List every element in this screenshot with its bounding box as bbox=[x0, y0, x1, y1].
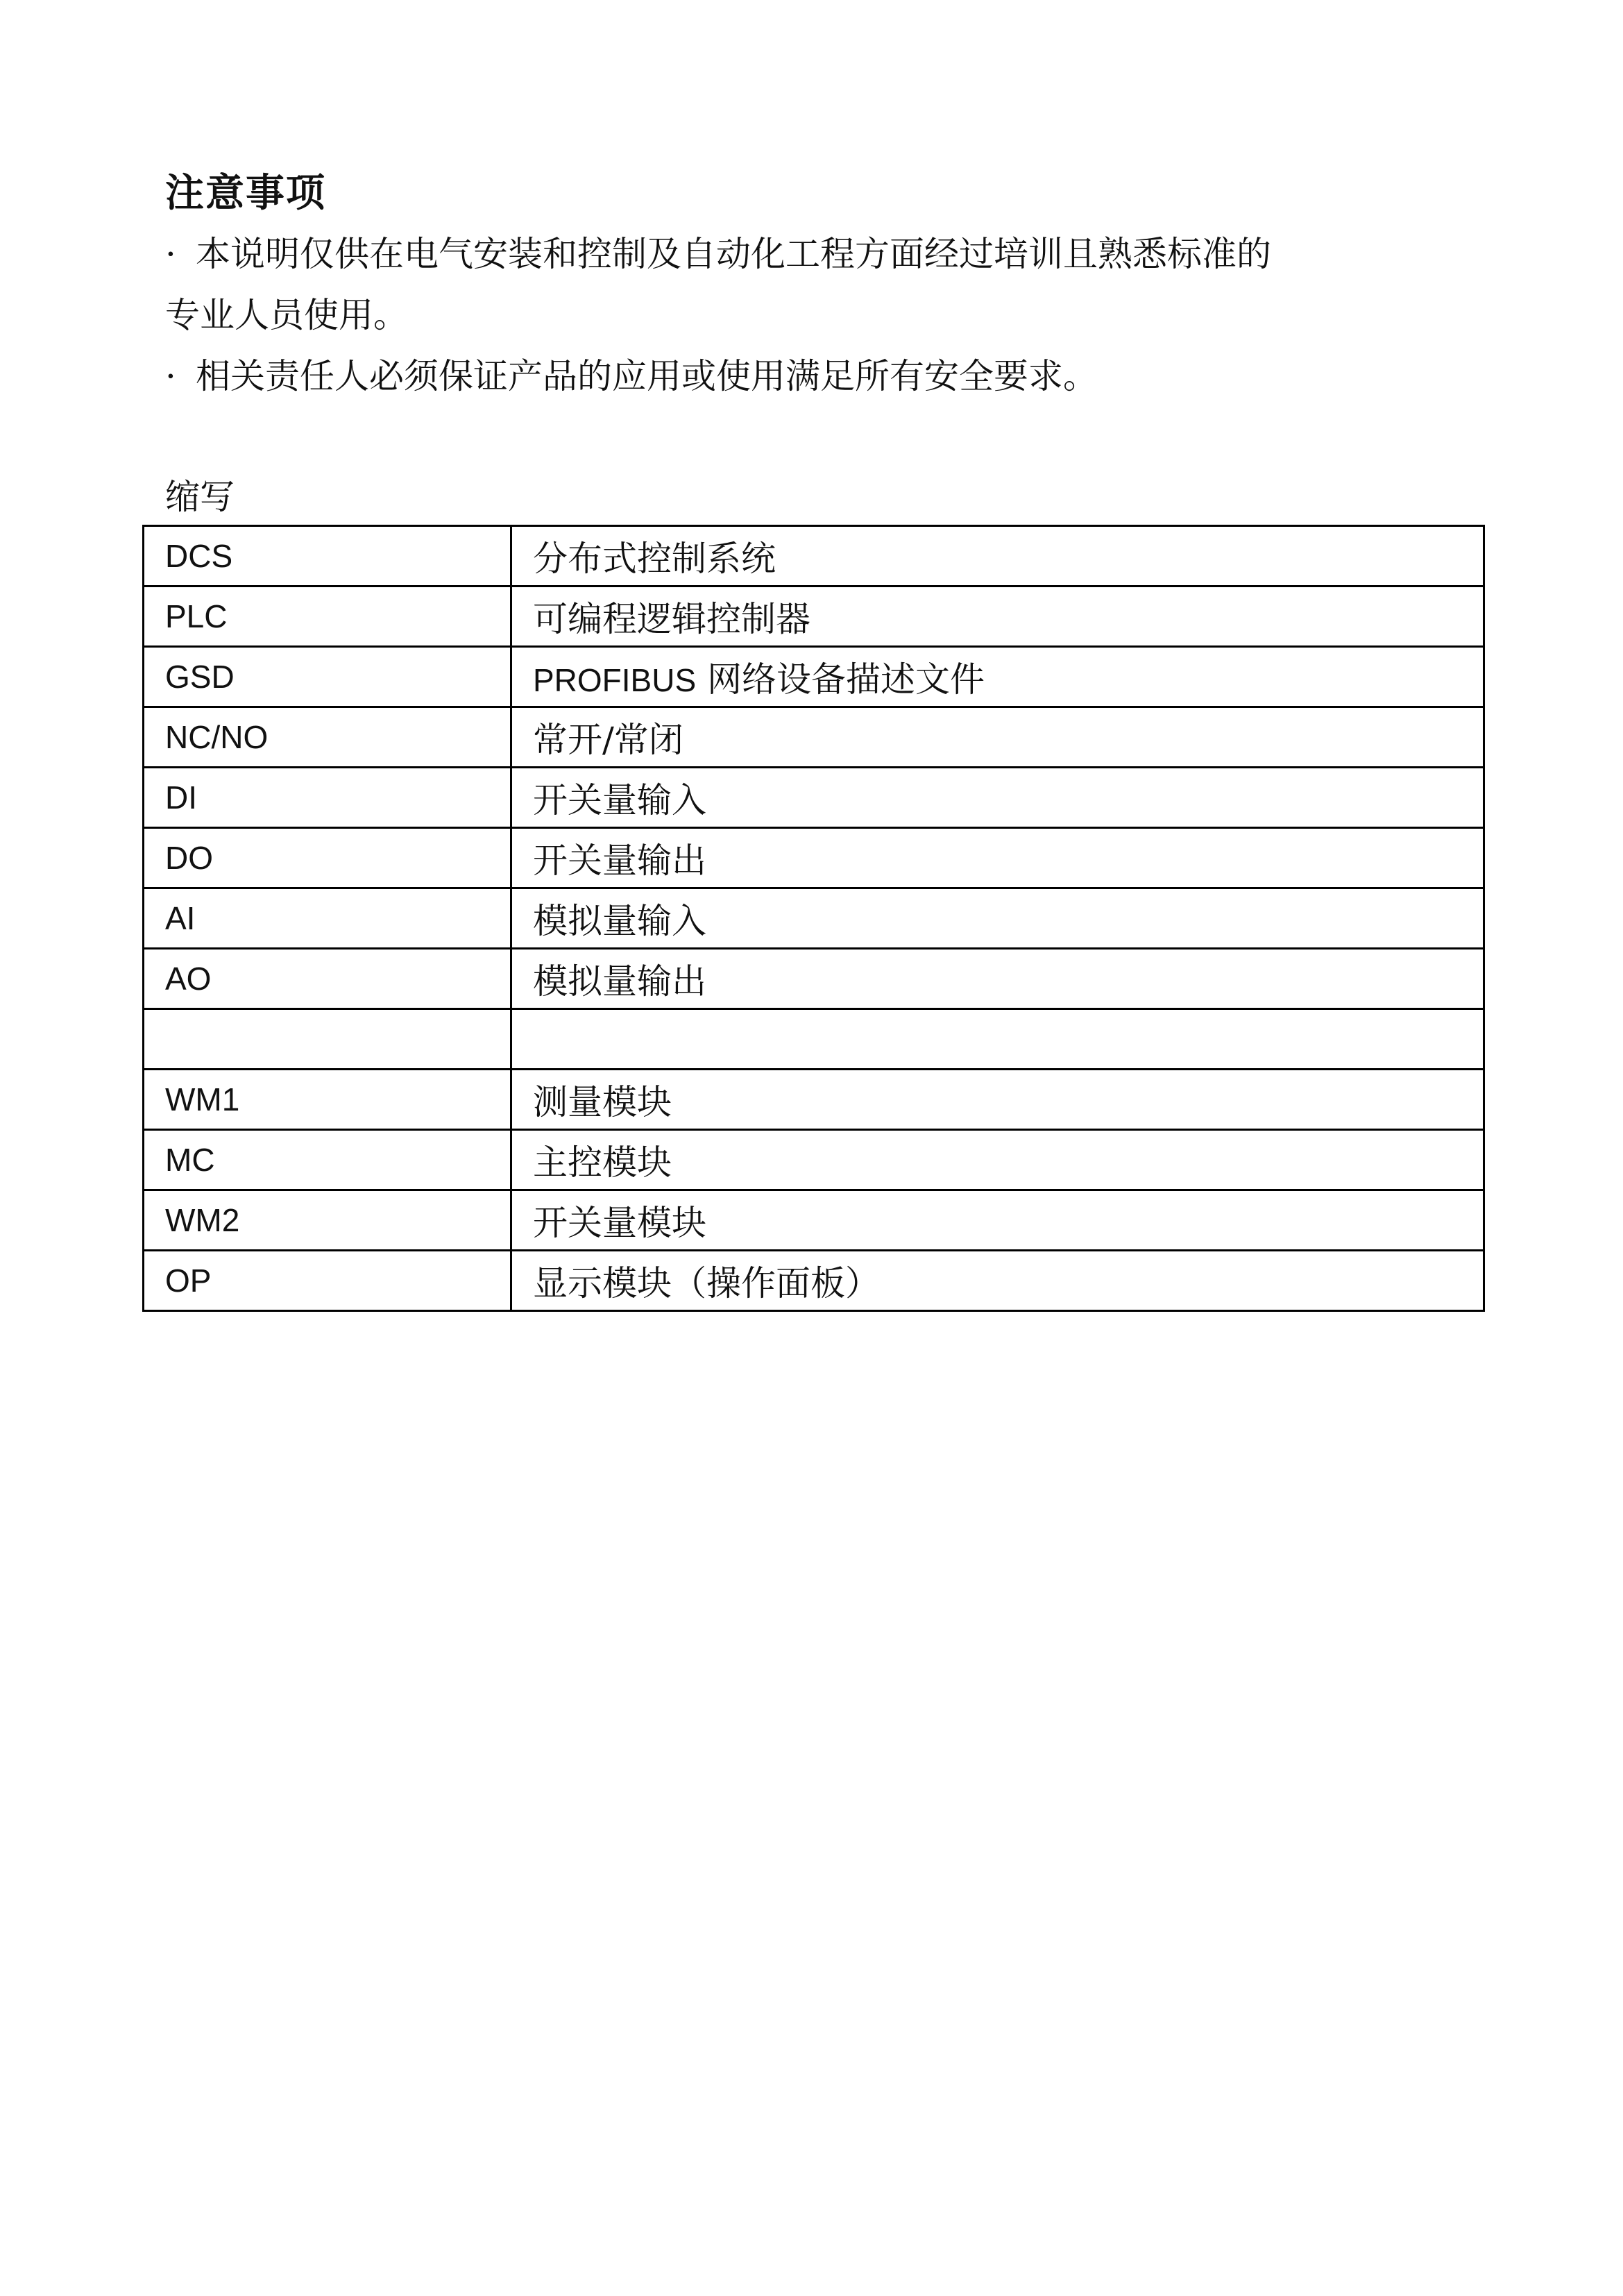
note-item bbox=[165, 346, 1477, 407]
description-cell: 主控模块 bbox=[511, 1130, 1484, 1190]
bullet-dot: · bbox=[165, 234, 176, 274]
notes-section bbox=[165, 223, 1477, 407]
abbreviation-cell: WM2 bbox=[144, 1190, 511, 1251]
table-row bbox=[144, 828, 1484, 888]
abbreviation-cell: AO bbox=[144, 949, 511, 1009]
table-row bbox=[144, 768, 1484, 828]
description-cell: 模拟量输入 bbox=[511, 888, 1484, 949]
abbreviation-cell bbox=[144, 1009, 511, 1070]
description-cell: 开关量输出 bbox=[511, 828, 1484, 888]
table-row bbox=[144, 888, 1484, 949]
abbreviation-cell: MC bbox=[144, 1130, 511, 1190]
abbreviation-cell: OP bbox=[144, 1251, 511, 1311]
abbreviation-cell: WM1 bbox=[144, 1070, 511, 1130]
description-cell: 模拟量输出 bbox=[511, 949, 1484, 1009]
abbreviations-table bbox=[142, 525, 1485, 1312]
description-cell: 显示模块（操作面板） bbox=[511, 1251, 1484, 1311]
table-row bbox=[144, 647, 1484, 707]
table-row bbox=[144, 1251, 1484, 1311]
abbreviation-cell: GSD bbox=[144, 647, 511, 707]
table-row bbox=[144, 1190, 1484, 1251]
note-text-continued: 专业人员使用。 bbox=[165, 295, 408, 335]
table-row bbox=[144, 1070, 1484, 1130]
abbreviation-cell: NC/NO bbox=[144, 707, 511, 768]
description-text: 网络设备描述文件 bbox=[707, 659, 985, 700]
description-latin-text: PROFIBUS bbox=[533, 662, 697, 698]
description-cell bbox=[511, 647, 1484, 707]
abbreviation-cell: PLC bbox=[144, 586, 511, 647]
note-text: 相关责任人必须保证产品的应用或使用满足所有安全要求。 bbox=[196, 356, 1098, 396]
table-row bbox=[144, 707, 1484, 768]
abbreviation-cell: AI bbox=[144, 888, 511, 949]
bullet-dot: · bbox=[165, 356, 176, 396]
table-row bbox=[144, 949, 1484, 1009]
description-cell: 测量模块 bbox=[511, 1070, 1484, 1130]
description-cell: 常开/常闭 bbox=[511, 707, 1484, 768]
description-cell: 开关量模块 bbox=[511, 1190, 1484, 1251]
note-text: 本说明仅供在电气安装和控制及自动化工程方面经过培训且熟悉标准的 bbox=[196, 234, 1271, 274]
description-cell bbox=[511, 1009, 1484, 1070]
description-cell: 可编程逻辑控制器 bbox=[511, 586, 1484, 647]
note-item bbox=[165, 223, 1477, 346]
table-row bbox=[144, 1130, 1484, 1190]
abbreviations-heading: 缩写 bbox=[165, 477, 235, 517]
table-row-empty bbox=[144, 1009, 1484, 1070]
page-title: 注意事项 bbox=[165, 170, 326, 216]
table-row bbox=[144, 586, 1484, 647]
abbreviation-cell: DO bbox=[144, 828, 511, 888]
description-cell: 分布式控制系统 bbox=[511, 526, 1484, 586]
abbreviation-cell: DI bbox=[144, 768, 511, 828]
description-cell: 开关量输入 bbox=[511, 768, 1484, 828]
table-row bbox=[144, 526, 1484, 586]
abbreviation-cell: DCS bbox=[144, 526, 511, 586]
